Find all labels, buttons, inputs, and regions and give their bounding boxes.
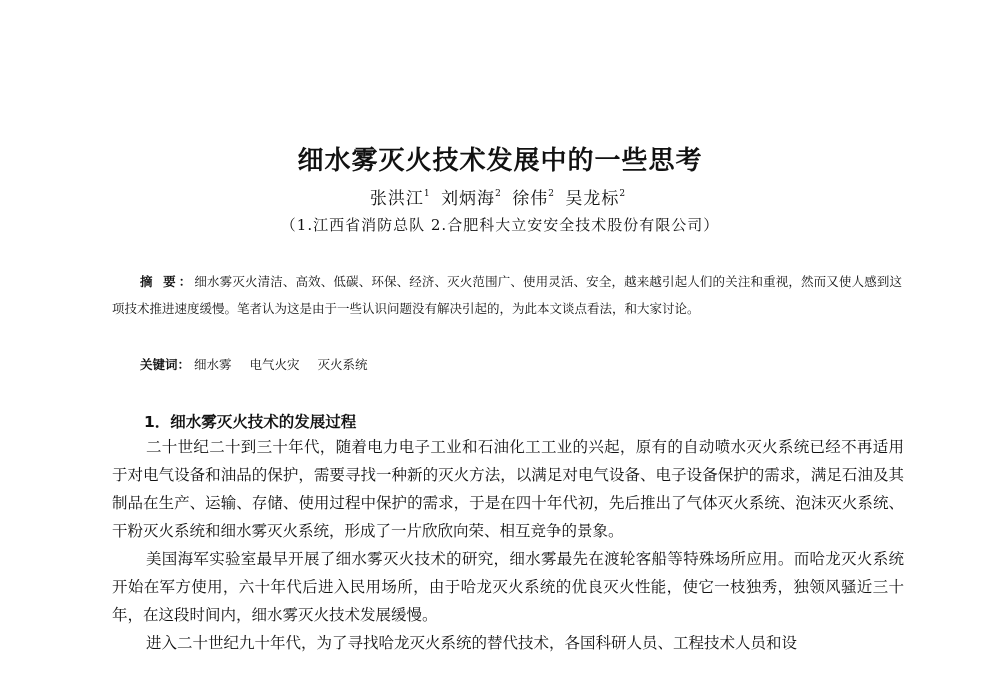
keyword: 灭火系统 [317,357,368,372]
author-affiliation-mark: 2 [619,189,627,199]
keywords [140,355,382,373]
author-name: 张洪江 [369,189,424,209]
section-heading: 1．细水雾灭火技术的发展过程 [144,413,357,431]
author-name: 刘炳海 [441,189,496,209]
paragraph: 二十世纪二十到三十年代，随着电力电子工业和石油化工工业的兴起，原有的自动喷水灭火系统已经不再适用于对电气设备和油品的保护，需要寻找一种新的灭火方法，以满足对电气设备、电子设备保护的需求，满足石油及其制品在生产、运输、存储、使用过程中保护的需求，于是在四十年代初，先后推出了气体灭火系统、泡沫灭火系统、干粉灭火系统和细水雾灭火系统，形成了一片欣欣向荣、相互竞争的景象。 [112,438,904,540]
keyword: 电气火灾 [249,357,300,372]
abstract-text: 细水雾灭火清洁、高效、低碳、环保、经济、灭火范围广、使用灵活、安全，越来越引起人们的关注和重视，然而又使人感到这项技术推进速度缓慢。笔者认为这是由于一些认识问题没有解决引起的，为此本文谈点看法，和大家讨论。 [112,274,902,316]
paper-title: 细水雾灭火技术发展中的一些思考 [297,146,703,176]
body-text [112,433,904,657]
keyword: 细水雾 [194,357,232,372]
abstract-label: 摘 要： [140,274,195,289]
paragraph: 美国海军实验室最早开展了细水雾灭火技术的研究，细水雾最先在渡轮客船等特殊场所应用。而哈龙灭火系统开始在军方使用，六十年代后进入民用场所，由于哈龙灭火系统的优良灭火性能，使它一枝独秀，独领风骚近三十年，在这段时间内，细水雾灭火技术发展缓慢。 [112,550,904,624]
abstract [112,268,902,322]
paragraph: 进入二十世纪九十年代，为了寻找哈龙灭火系统的替代技术，各国科研人员、工程技术人员和设 [146,634,798,652]
author-affiliation-mark: 2 [548,189,555,199]
author-affiliation-mark: 1 [423,189,431,199]
author-affiliation-mark: 2 [495,189,502,199]
keywords-label: 关键词： [140,357,191,372]
affiliations: （1.江西省消防总队 2.合肥科大立安安全技术股份有限公司） [280,216,720,234]
author-name: 徐伟 [512,189,549,209]
author-list [0,184,1000,209]
author-name: 吴龙标 [565,189,620,209]
